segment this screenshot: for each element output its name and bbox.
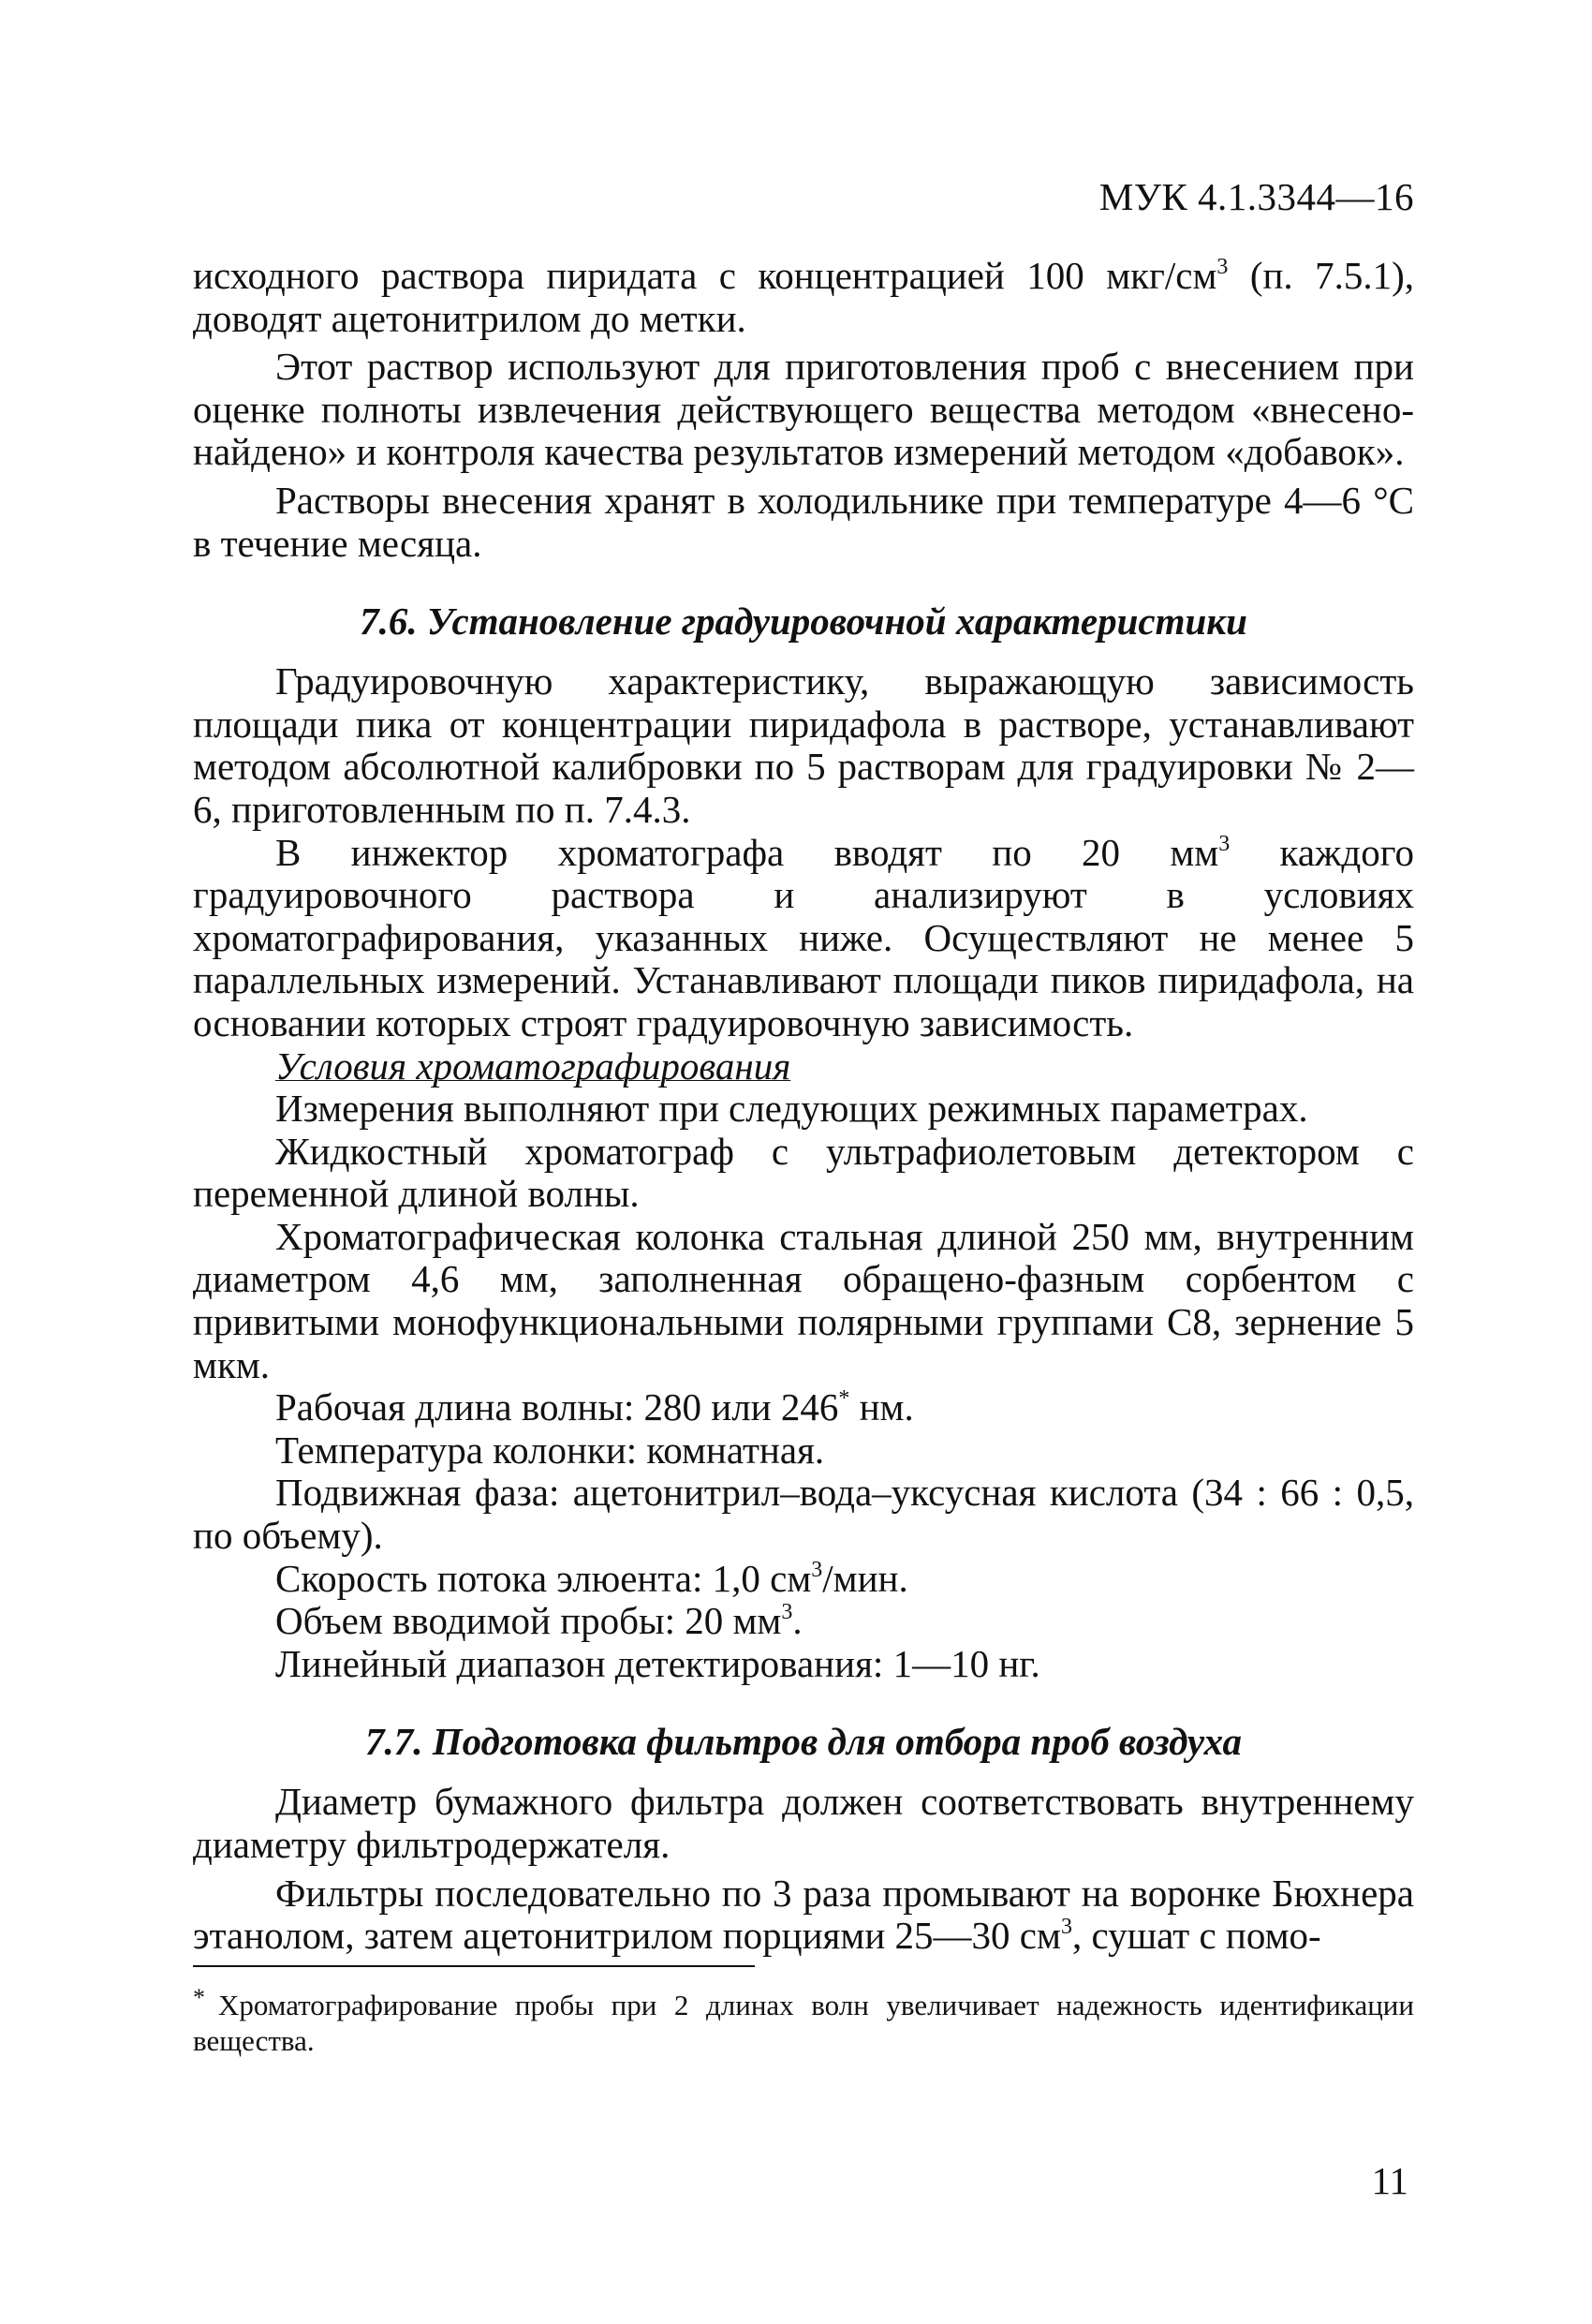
footnote-text: Хроматографирование пробы при 2 длинах волн увеличивает надежность идентификации вещества. <box>193 1989 1414 2057</box>
condition-item <box>193 1600 1414 1643</box>
condition-item: Подвижная фаза: ацетонитрил–вода–уксусная кислота (34 : 66 : 0,5, по объему). <box>193 1471 1414 1558</box>
section-7-7-paragraph-2 <box>193 1873 1414 1958</box>
footnote-reference: * <box>838 1386 850 1412</box>
superscript: 3 <box>781 1600 793 1625</box>
section-7-7-heading: 7.7. Подготовка фильтров для отбора проб воздуха <box>364 1720 1243 1764</box>
text-run: Скорость потока элюента: 1,0 см <box>275 1556 812 1600</box>
section-7-6-paragraph-1: Градуировочную характеристику, выражающую зависимость площади пика от концентрации пиридафола в растворе, устанавливают методом абсолютной калибровки по 5 растворам для градуировки № 2—6, приготовленным по п. 7.4.3. <box>193 659 1414 831</box>
text-run: /мин. <box>822 1556 908 1600</box>
chromatography-conditions-subheading: Условия хроматографирования <box>275 1044 791 1088</box>
text-run: . <box>792 1599 803 1643</box>
page-number: 11 <box>1371 2159 1408 2202</box>
condition-item: Жидкостный хроматограф с ультрафиолетовым детектором с переменной длиной волны. <box>193 1129 1414 1216</box>
superscript: 3 <box>811 1557 823 1582</box>
text-run: , сушат с помо- <box>1071 1914 1321 1958</box>
text-run: нм. <box>849 1385 914 1429</box>
footnote-mark: * <box>193 1984 205 2011</box>
condition-item <box>193 1386 1414 1429</box>
section-7-6-heading: 7.6. Установление градуировочной характеристики <box>360 600 1247 644</box>
condition-item: Измерения выполняют при следующих режимных параметрах. <box>275 1087 1308 1131</box>
section-7-7-paragraph-1: Диаметр бумажного фильтра должен соответствовать внутреннему диаметру фильтродержателя. <box>193 1780 1414 1866</box>
condition-item: Температура колонки: комнатная. <box>275 1428 825 1472</box>
text-run: Объем вводимой пробы: 20 мм <box>275 1599 782 1643</box>
text-run: В инжектор хроматографа вводят по 20 мм <box>275 830 1219 874</box>
text-run: каждого градуировочного раствора и анализируют в условиях хроматографирования, указанных ниже. Осуществляют не менее 5 параллельных измерений. Устанавливают площади пиков пиридафола, на основании которых строят градуировочную зависимость. <box>193 830 1415 1044</box>
condition-item: Хроматографическая колонка стальная длиной 250 мм, внутренним диаметром 4,6 мм, заполненная обращено-фазным сорбентом с привитыми монофункциональными полярными группами С8, зернение 5 мкм. <box>193 1214 1414 1386</box>
intro-paragraph-3: Растворы внесения хранят в холодильнике при температуре 4—6 °С в течение месяца. <box>193 478 1414 565</box>
text-run: исходного раствора пиридата с концентрацией 100 мкг/см <box>193 254 1217 297</box>
superscript: 3 <box>1060 1915 1072 1940</box>
text-run: Фильтры последовательно по 3 раза промывают на воронке Бюхнера этанолом, затем ацетонитрилом порциями 25—30 см <box>193 1871 1414 1958</box>
document-code-header: МУК 4.1.3344—16 <box>1098 175 1414 218</box>
condition-item: Линейный диапазон детектирования: 1—10 нг. <box>275 1641 1040 1685</box>
intro-paragraph-2: Этот раствор используют для приготовления проб с внесением при оценке полноты извлечения действующего вещества методом «внесено-найдено» и контроля качества результатов измерений методом «добавок». <box>193 345 1414 474</box>
text-run: (п. 7.5.1), доводят ацетонитрилом до метки. <box>193 254 1415 340</box>
document-body <box>193 255 1414 1958</box>
superscript: 3 <box>1218 831 1231 856</box>
footnote-divider <box>193 1965 755 1967</box>
superscript: 3 <box>1216 255 1229 279</box>
section-7-6-paragraph-2 <box>193 832 1414 1045</box>
text-run: Рабочая длина волны: 280 или 246 <box>275 1385 839 1429</box>
footnote <box>193 1984 1414 2059</box>
intro-paragraph-1 <box>193 255 1414 340</box>
condition-item <box>193 1558 1414 1601</box>
